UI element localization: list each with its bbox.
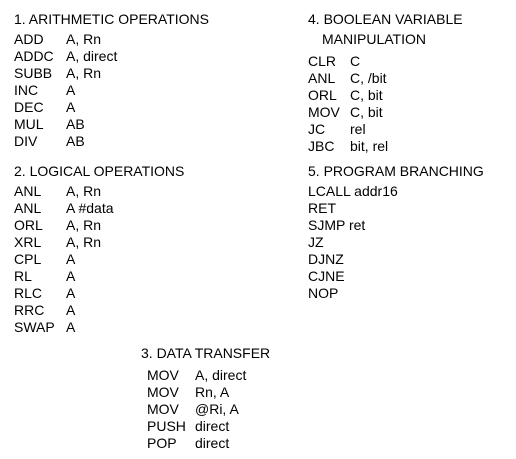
logical-list [14,183,274,336]
instruction-row [14,65,274,82]
mnemonic: MOV [147,384,179,400]
instruction: SJMP ret [308,217,366,233]
instruction-row [308,53,508,70]
program-branching-section [308,163,508,302]
operand: C [350,53,361,69]
operand: A [66,285,76,301]
operand: A, Rn [66,183,102,199]
mnemonic: RL [14,268,32,284]
mnemonic: POP [147,435,177,451]
mnemonic: SUBB [14,65,53,81]
operand: A, Rn [66,234,102,250]
logical-operations-section [14,163,274,336]
instruction-row [308,138,508,155]
boolean-list [308,53,508,155]
branching-heading: 5. PROGRAM BRANCHING [308,163,484,179]
mnemonic: JC [308,121,326,137]
instruction-row [308,217,508,234]
operand: A #data [66,200,114,216]
mnemonic: ADDC [14,48,54,64]
operand: AB [66,116,85,132]
instruction-row [147,435,341,452]
instruction-row [14,251,274,268]
mnemonic: MOV [147,401,179,417]
instruction-row [147,384,341,401]
mnemonic: ANL [308,70,336,86]
operand: A, Rn [66,65,102,81]
mnemonic: RLC [14,285,43,301]
mnemonic: XRL [14,234,42,250]
instruction-row [308,183,508,200]
boolean-heading-line2: MANIPULATION [322,31,426,47]
mnemonic: ANL [14,183,42,199]
instruction-row [147,367,341,384]
instruction-row [308,200,508,217]
instruction-row [308,234,508,251]
operand: A, direct [195,367,247,383]
operand: A [66,302,76,318]
arithmetic-heading: 1. ARITHMETIC OPERATIONS [14,11,209,27]
instruction-row [14,285,274,302]
instruction-row [308,70,508,87]
instruction-row [14,116,274,133]
operand: bit, rel [350,138,389,154]
operand: C, /bit [350,70,387,86]
instruction: CJNE [308,268,345,284]
instruction-row [14,319,274,336]
data-transfer-heading: 3. DATA TRANSFER [141,345,271,361]
instruction-row [14,234,274,251]
instruction-row [14,268,274,285]
operand: A [66,268,76,284]
operand: A [66,82,76,98]
instruction-row [308,268,508,285]
operand: A [66,99,76,115]
mnemonic: SWAP [14,319,55,335]
instruction: RET [308,200,336,216]
instruction-row [147,418,341,435]
operand: rel [350,121,366,137]
operand: A, Rn [66,217,102,233]
arithmetic-operations-section [14,11,274,150]
operand: AB [66,133,85,149]
boolean-heading: 4. BOOLEAN VARIABLE [308,11,463,27]
mnemonic: ANL [14,200,42,216]
instruction-row [14,99,274,116]
boolean-manipulation-section [308,11,508,155]
instruction: NOP [308,285,339,301]
mnemonic: ORL [308,87,337,103]
operand: direct [195,418,230,434]
mnemonic: MOV [147,367,179,383]
instruction-row [308,104,508,121]
operand: A, Rn [66,31,102,47]
arithmetic-list [14,31,274,150]
operand: Rn, A [195,384,230,400]
operand: @Ri, A [195,401,239,417]
operand: A [66,251,76,267]
instruction-row [308,285,508,302]
instruction-row [14,200,274,217]
data-transfer-section [141,345,341,452]
instruction-row [14,31,274,48]
instruction-row [308,251,508,268]
instruction-row [14,183,274,200]
instruction: LCALL addr16 [308,183,398,199]
logical-heading: 2. LOGICAL OPERATIONS [14,163,185,179]
instruction-row [14,82,274,99]
instruction: DJNZ [308,251,344,267]
mnemonic: PUSH [147,418,186,434]
operand: A, direct [66,48,118,64]
mnemonic: DIV [14,133,38,149]
instruction-row [14,217,274,234]
instruction-row [14,133,274,150]
instruction-row [147,401,341,418]
mnemonic: INC [14,82,39,98]
data-transfer-list [141,367,341,452]
instruction-row [308,87,508,104]
operand: C, bit [350,104,383,120]
instruction-row [14,48,274,65]
mnemonic: MUL [14,116,44,132]
mnemonic: CPL [14,251,42,267]
mnemonic: CLR [308,53,337,69]
operand: direct [195,435,230,451]
operand: C, bit [350,87,383,103]
mnemonic: JBC [308,138,335,154]
instruction-row [14,302,274,319]
instruction: JZ [308,234,324,250]
instruction-row [308,121,508,138]
branching-list [308,183,508,302]
mnemonic: RRC [14,302,45,318]
mnemonic: DEC [14,99,44,115]
mnemonic: ORL [14,217,43,233]
operand: A [66,319,76,335]
mnemonic: MOV [308,104,340,120]
mnemonic: ADD [14,31,44,47]
